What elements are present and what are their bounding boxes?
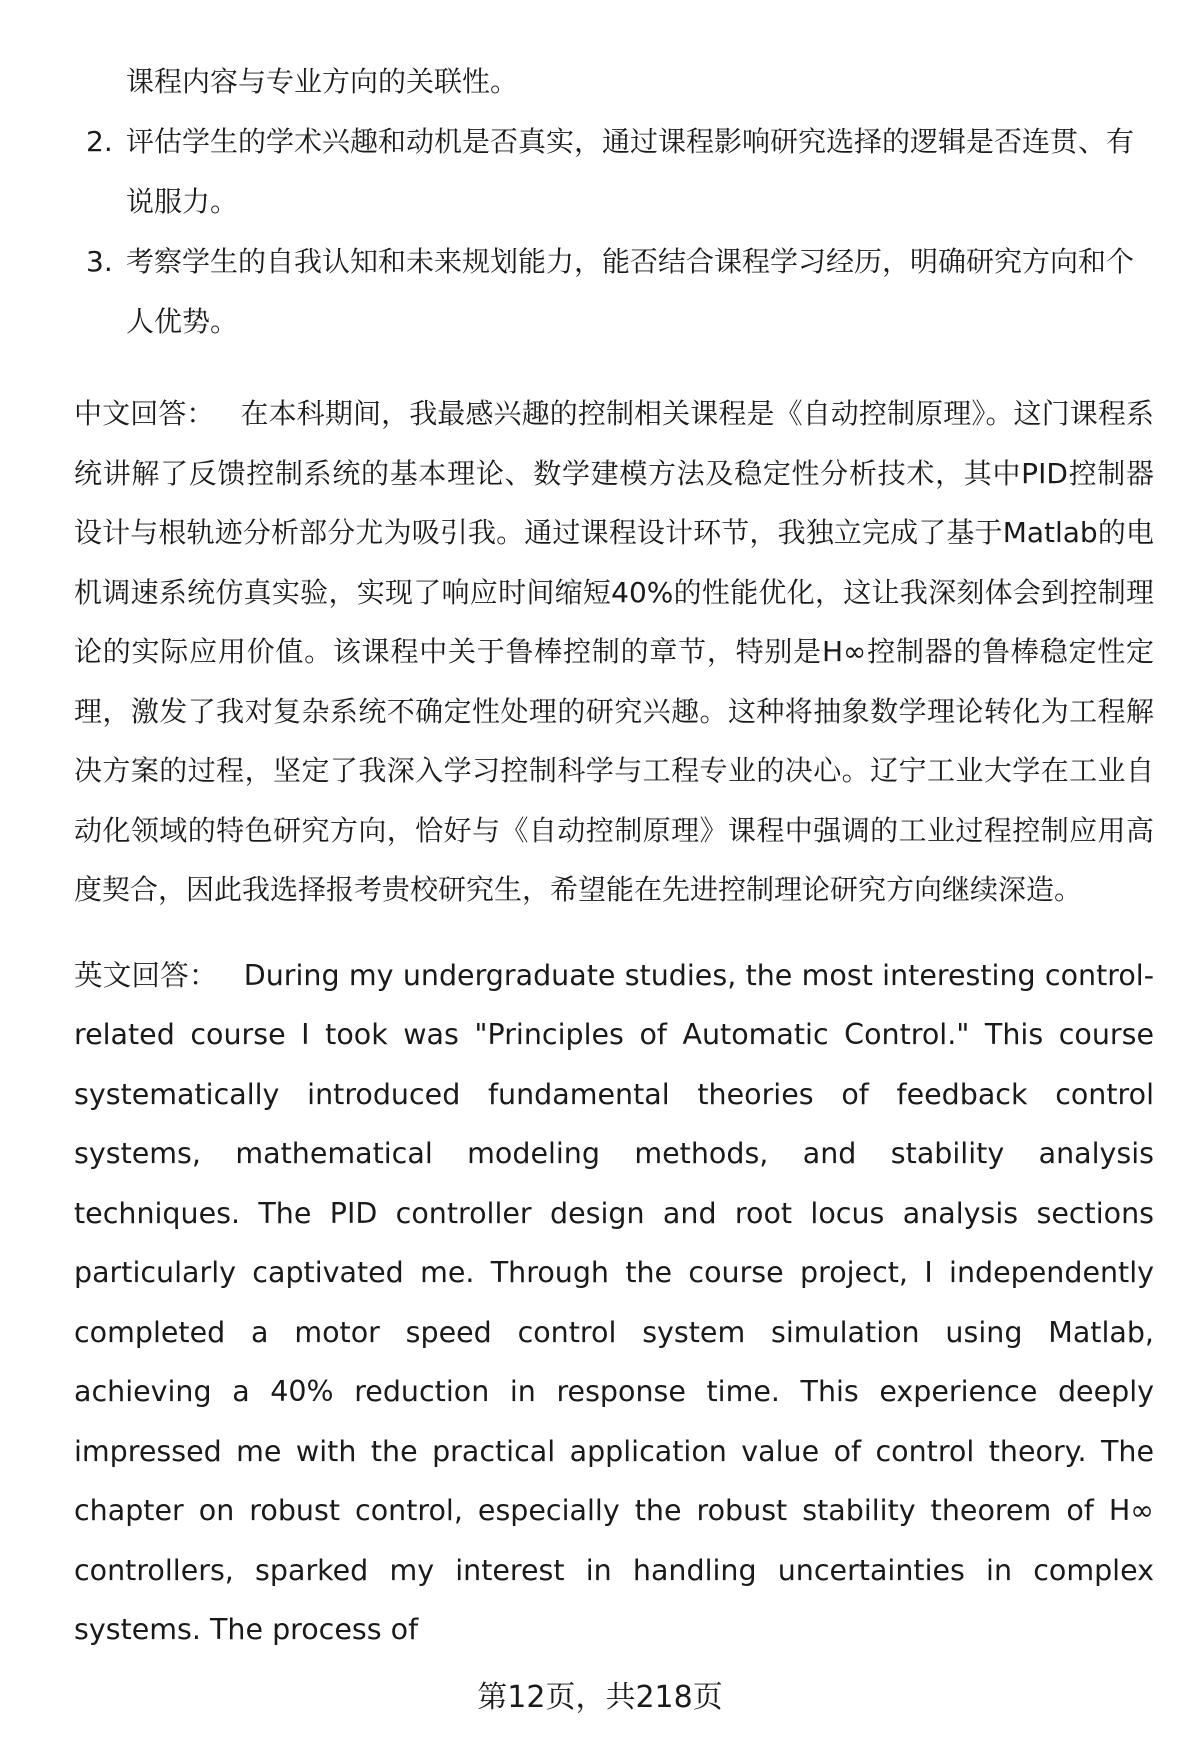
english-answer-paragraph	[74, 946, 1154, 1660]
page-number: 第12页，共218页	[477, 1680, 723, 1715]
chinese-answer-label: 中文回答：	[74, 397, 215, 430]
chinese-answer-text: 在本科期间，我最感兴趣的控制相关课程是《自动控制原理》。这门课程系统讲解了反馈控制系统的基本理论、数学建模方法及稳定性分析技术，其中PID控制器设计与根轨迹分析部分尤为吸引我。通过课程设计环节，我独立完成了基于Matlab的电机调速系统仿真实验，实现了响应时间缩短40%的性能优化，这让我深刻体会到控制理论的实际应用价值。该课程中关于鲁棒控制的章节，特别是H∞控制器的鲁棒稳定性定理，激发了我对复杂系统不确定性处理的研究兴趣。这种将抽象数学理论转化为工程解决方案的过程，坚定了我深入学习控制科学与工程专业的决心。辽宁工业大学在工业自动化领域的特色研究方向，恰好与《自动控制原理》课程中强调的工业过程控制应用高度契合，因此我选择报考贵校研究生，希望能在先进控制理论研究方向继续深造。	[74, 397, 1154, 906]
english-answer-label: 英文回答：	[74, 958, 218, 992]
page-footer	[0, 1672, 1200, 1716]
list-item-continuation	[74, 52, 1154, 112]
list-item	[74, 232, 1154, 352]
list-item-number: 3.	[86, 245, 113, 278]
list-item-text: 评估学生的学术兴趣和动机是否真实，通过课程影响研究选择的逻辑是否连贯、有说服力。	[126, 125, 1135, 218]
english-answer-text: During my undergraduate studies, the most interesting control-related course I took was "Principles of Automatic Control." This course systematically introduced fundamental theories of feedback control systems, mathematical modeling methods, and stability analysis techniques. The PID controller design and root locus analysis sections particularly captivated me. Through the course project, I independently completed a motor speed control system simulation using Matlab, achieving a 40% reduction in response time. This experience deeply impressed me with the practical application value of control theory. The chapter on robust control, especially the robust stability theorem of H∞ controllers, sparked my interest in handling uncertainties in complex systems. The process of	[74, 958, 1154, 1646]
list-item-number: 2.	[86, 125, 113, 158]
chinese-answer-paragraph	[74, 384, 1154, 920]
list-item	[74, 112, 1154, 232]
list-item-text: 课程内容与专业方向的关联性。	[126, 65, 519, 98]
criteria-list	[74, 52, 1154, 352]
list-item-text: 考察学生的自我认知和未来规划能力，能否结合课程学习经历，明确研究方向和个人优势。	[126, 245, 1135, 338]
document-page	[74, 52, 1154, 1660]
